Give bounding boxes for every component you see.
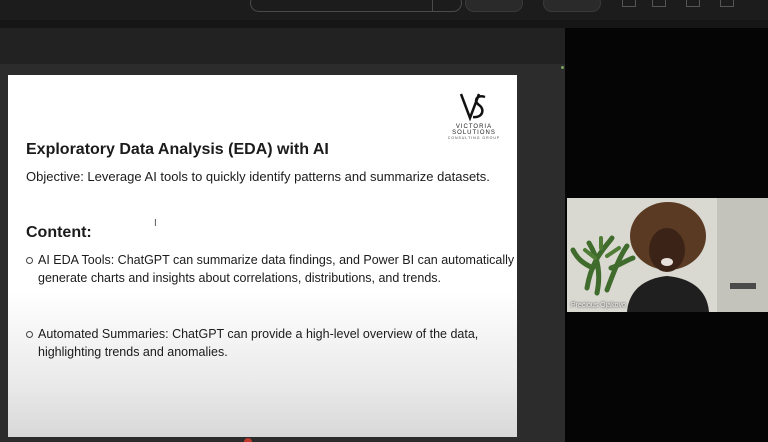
toolbar-band [0, 20, 768, 28]
toolbar-icon-2[interactable] [652, 0, 666, 7]
logo-wordmark: VICTORIA SOLUTIONS [452, 124, 496, 136]
participant-name: Precious Ojakovo [571, 302, 626, 309]
toolbar-pill-wide[interactable] [250, 0, 462, 12]
slide-objective: Objective: Leverage AI tools to quickly identify patterns and summarize datasets. [26, 169, 490, 184]
company-logo [438, 91, 510, 140]
bullet-circle-icon [26, 257, 33, 264]
recording-marker [244, 438, 252, 442]
toolbar-icon-3[interactable] [686, 0, 700, 7]
presentation-slide [8, 75, 517, 437]
screen-share-header [0, 28, 565, 64]
slide-title: Exploratory Data Analysis (EDA) with AI [26, 141, 329, 158]
toolbar-icon-4[interactable] [720, 0, 734, 7]
video-feed [567, 198, 768, 312]
content-heading: Content: [26, 224, 92, 241]
toolbar-pill-button[interactable] [465, 0, 523, 12]
bullet-text: Automated Summaries: ChatGPT can provide a high-level overview of the data, highlighting trends and anomalies. [38, 327, 479, 359]
toolbar-icon-1[interactable] [622, 0, 636, 7]
participant-video-tile[interactable] [567, 198, 768, 312]
text-cursor-icon: I [154, 218, 157, 229]
status-indicator [561, 66, 564, 69]
bullet-text: AI EDA Tools: ChatGPT can summarize data findings, and Power BI can automatically generate charts and insights about correlations, distributions, and trends. [38, 253, 515, 285]
monogram-logo [458, 91, 490, 123]
top-toolbar [0, 0, 768, 20]
toolbar-pill-button-2[interactable] [543, 0, 601, 12]
bullet-circle-icon [26, 331, 33, 338]
logo-tagline: CONSULTING GROUP [447, 136, 501, 140]
